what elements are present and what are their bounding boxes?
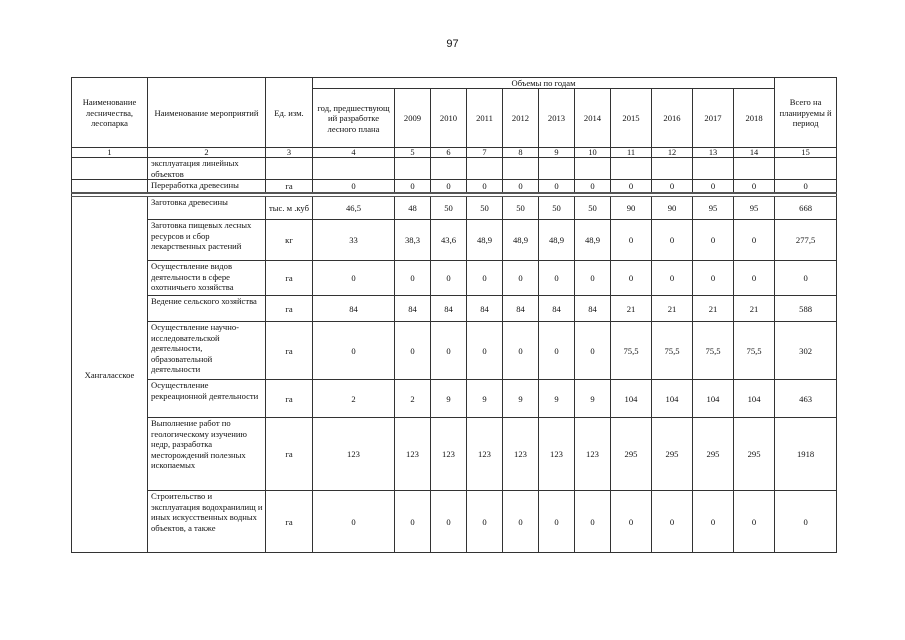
value-cell: 0 (693, 261, 734, 296)
value-cell: 0 (611, 491, 652, 553)
value-cell: 295 (611, 418, 652, 491)
header-year: 2010 (431, 89, 467, 148)
value-cell: 0 (395, 180, 431, 194)
unit-cell: га (266, 180, 313, 194)
value-cell: 48,9 (467, 220, 503, 261)
value-cell: 295 (693, 418, 734, 491)
value-cell (693, 158, 734, 180)
column-number: 8 (503, 148, 539, 158)
value-cell: 0 (693, 220, 734, 261)
value-cell: 0 (431, 180, 467, 194)
unit-cell: га (266, 322, 313, 380)
activity-name: Переработка древесины (148, 180, 266, 194)
value-cell: 0 (734, 220, 775, 261)
column-number: 2 (148, 148, 266, 158)
unit-cell: га (266, 418, 313, 491)
value-cell: 0 (313, 180, 395, 194)
value-cell: 0 (539, 180, 575, 194)
column-number: 1 (72, 148, 148, 158)
value-cell: 0 (467, 261, 503, 296)
value-cell: 0 (611, 180, 652, 194)
value-cell (611, 158, 652, 180)
value-cell: 0 (693, 180, 734, 194)
value-cell: 75,5 (652, 322, 693, 380)
value-cell: 1918 (775, 418, 837, 491)
forest-plan-table (71, 77, 837, 553)
value-cell: 0 (575, 261, 611, 296)
column-number: 15 (775, 148, 837, 158)
unit-cell: га (266, 491, 313, 553)
value-cell: 0 (503, 180, 539, 194)
table-body (72, 158, 837, 553)
value-cell: 0 (313, 322, 395, 380)
column-number: 6 (431, 148, 467, 158)
value-cell: 123 (575, 418, 611, 491)
value-cell: 84 (539, 296, 575, 322)
activity-name: Выполнение работ по геологическому изучению недр, разработка месторождений полезных ископаемых (148, 418, 266, 491)
table-row (72, 418, 837, 491)
header-year: 2015 (611, 89, 652, 148)
value-cell: 0 (575, 180, 611, 194)
value-cell: 2 (313, 380, 395, 418)
table-row (72, 296, 837, 322)
value-cell: 48,9 (575, 220, 611, 261)
value-cell: 95 (734, 197, 775, 220)
value-cell: 90 (652, 197, 693, 220)
activity-name: Осуществление научно-исследовательской деятельности, образовательной деятельности (148, 322, 266, 380)
value-cell: 0 (775, 180, 837, 194)
value-cell: 9 (503, 380, 539, 418)
column-number: 11 (611, 148, 652, 158)
unit-cell: га (266, 296, 313, 322)
value-cell: 0 (395, 322, 431, 380)
value-cell: 123 (503, 418, 539, 491)
column-number: 3 (266, 148, 313, 158)
value-cell: 9 (575, 380, 611, 418)
activity-name: эксплуатация линейных объектов (148, 158, 266, 180)
value-cell: 9 (539, 380, 575, 418)
value-cell: 95 (693, 197, 734, 220)
activity-name: Заготовка древесины (148, 197, 266, 220)
value-cell (652, 158, 693, 180)
value-cell: 84 (575, 296, 611, 322)
value-cell: 104 (734, 380, 775, 418)
value-cell: 0 (467, 180, 503, 194)
column-number: 4 (313, 148, 395, 158)
value-cell: 0 (313, 491, 395, 553)
column-number: 10 (575, 148, 611, 158)
value-cell: 295 (734, 418, 775, 491)
value-cell: 0 (431, 261, 467, 296)
value-cell: 0 (611, 261, 652, 296)
value-cell: 588 (775, 296, 837, 322)
value-cell: 9 (431, 380, 467, 418)
value-cell: 9 (467, 380, 503, 418)
value-cell: 21 (611, 296, 652, 322)
value-cell: 104 (652, 380, 693, 418)
value-cell: 123 (467, 418, 503, 491)
table-row (72, 322, 837, 380)
header-forestry: Наименование лесничества, лесопарка (72, 78, 148, 148)
header-year: 2018 (734, 89, 775, 148)
value-cell: 0 (395, 261, 431, 296)
value-cell: 0 (503, 491, 539, 553)
column-number: 12 (652, 148, 693, 158)
value-cell: 75,5 (734, 322, 775, 380)
activity-name: Ведение сельского хозяйства (148, 296, 266, 322)
value-cell: 50 (539, 197, 575, 220)
activity-name: Строительство и эксплуатация водохранилищ и иных искусственных водных объектов, а также (148, 491, 266, 553)
table-row (72, 158, 837, 180)
value-cell: 0 (775, 261, 837, 296)
value-cell: 0 (652, 491, 693, 553)
value-cell: 0 (313, 261, 395, 296)
value-cell: 104 (611, 380, 652, 418)
value-cell: 0 (431, 491, 467, 553)
value-cell: 21 (652, 296, 693, 322)
unit-cell: га (266, 380, 313, 418)
header-year: 2012 (503, 89, 539, 148)
value-cell: 0 (734, 261, 775, 296)
value-cell: 90 (611, 197, 652, 220)
column-number: 13 (693, 148, 734, 158)
value-cell: 668 (775, 197, 837, 220)
value-cell (503, 158, 539, 180)
value-cell: 84 (395, 296, 431, 322)
header-unit: Ед. изм. (266, 78, 313, 148)
header-year: 2017 (693, 89, 734, 148)
forestry-cell-empty (72, 158, 148, 180)
value-cell: 75,5 (611, 322, 652, 380)
value-cell: 0 (693, 491, 734, 553)
value-cell: 38,3 (395, 220, 431, 261)
column-number: 9 (539, 148, 575, 158)
value-cell: 75,5 (693, 322, 734, 380)
header-year: 2009 (395, 89, 431, 148)
value-cell (395, 158, 431, 180)
column-numbers-row (72, 148, 837, 158)
value-cell: 0 (395, 491, 431, 553)
value-cell: 84 (431, 296, 467, 322)
value-cell: 48 (395, 197, 431, 220)
column-number: 5 (395, 148, 431, 158)
value-cell: 0 (652, 220, 693, 261)
unit-cell: га (266, 261, 313, 296)
page-number: 97 (446, 38, 459, 50)
value-cell: 0 (734, 491, 775, 553)
table-row (72, 261, 837, 296)
header-row-top (72, 78, 837, 89)
value-cell: 0 (539, 261, 575, 296)
value-cell: 46,5 (313, 197, 395, 220)
value-cell: 50 (467, 197, 503, 220)
header-year: 2013 (539, 89, 575, 148)
value-cell: 21 (734, 296, 775, 322)
value-cell (431, 158, 467, 180)
unit-cell: тыс. м .куб (266, 197, 313, 220)
value-cell: 50 (503, 197, 539, 220)
column-number: 7 (467, 148, 503, 158)
value-cell: 0 (539, 491, 575, 553)
value-cell: 0 (503, 322, 539, 380)
value-cell: 0 (652, 180, 693, 194)
header-activity: Наименование мероприятий (148, 78, 266, 148)
value-cell: 2 (395, 380, 431, 418)
value-cell: 48,9 (503, 220, 539, 261)
value-cell: 50 (575, 197, 611, 220)
value-cell: 0 (575, 491, 611, 553)
unit-cell: кг (266, 220, 313, 261)
value-cell: 295 (652, 418, 693, 491)
table-row (72, 197, 837, 220)
value-cell (539, 158, 575, 180)
value-cell (775, 158, 837, 180)
header-year: 2014 (575, 89, 611, 148)
activity-name: Осуществление рекреационной деятельности (148, 380, 266, 418)
value-cell: 50 (431, 197, 467, 220)
value-cell: 43,6 (431, 220, 467, 261)
header-year: 2011 (467, 89, 503, 148)
header-volumes-by-year: Объемы по годам (313, 78, 775, 89)
value-cell: 84 (503, 296, 539, 322)
table-row (72, 491, 837, 553)
value-cell: 104 (693, 380, 734, 418)
value-cell: 84 (467, 296, 503, 322)
value-cell (467, 158, 503, 180)
header-year: 2016 (652, 89, 693, 148)
value-cell: 0 (775, 491, 837, 553)
value-cell: 0 (467, 491, 503, 553)
table-row (72, 220, 837, 261)
value-cell: 0 (539, 322, 575, 380)
value-cell (313, 158, 395, 180)
value-cell: 302 (775, 322, 837, 380)
value-cell: 0 (611, 220, 652, 261)
value-cell (575, 158, 611, 180)
activity-name: Заготовка пищевых лесных ресурсов и сбор лекарственных растений (148, 220, 266, 261)
value-cell (734, 158, 775, 180)
value-cell: 123 (395, 418, 431, 491)
forestry-name: Хангаласское (72, 197, 148, 553)
header-total: Всего на планируемы й период (775, 78, 837, 148)
activity-name: Осуществление видов деятельности в сфере охотничьего хозяйства (148, 261, 266, 296)
value-cell: 0 (503, 261, 539, 296)
value-cell: 84 (313, 296, 395, 322)
value-cell: 0 (467, 322, 503, 380)
value-cell: 463 (775, 380, 837, 418)
value-cell: 277,5 (775, 220, 837, 261)
forestry-cell-empty (72, 180, 148, 194)
column-number: 14 (734, 148, 775, 158)
value-cell: 0 (652, 261, 693, 296)
table-row (72, 180, 837, 194)
value-cell: 123 (539, 418, 575, 491)
value-cell: 0 (575, 322, 611, 380)
value-cell: 0 (431, 322, 467, 380)
value-cell: 33 (313, 220, 395, 261)
unit-cell (266, 158, 313, 180)
value-cell: 123 (313, 418, 395, 491)
value-cell: 21 (693, 296, 734, 322)
header-prev-year: год, предшествующ ий разработке лесного плана (313, 89, 395, 148)
value-cell: 48,9 (539, 220, 575, 261)
value-cell: 0 (734, 180, 775, 194)
table-row (72, 380, 837, 418)
value-cell: 123 (431, 418, 467, 491)
